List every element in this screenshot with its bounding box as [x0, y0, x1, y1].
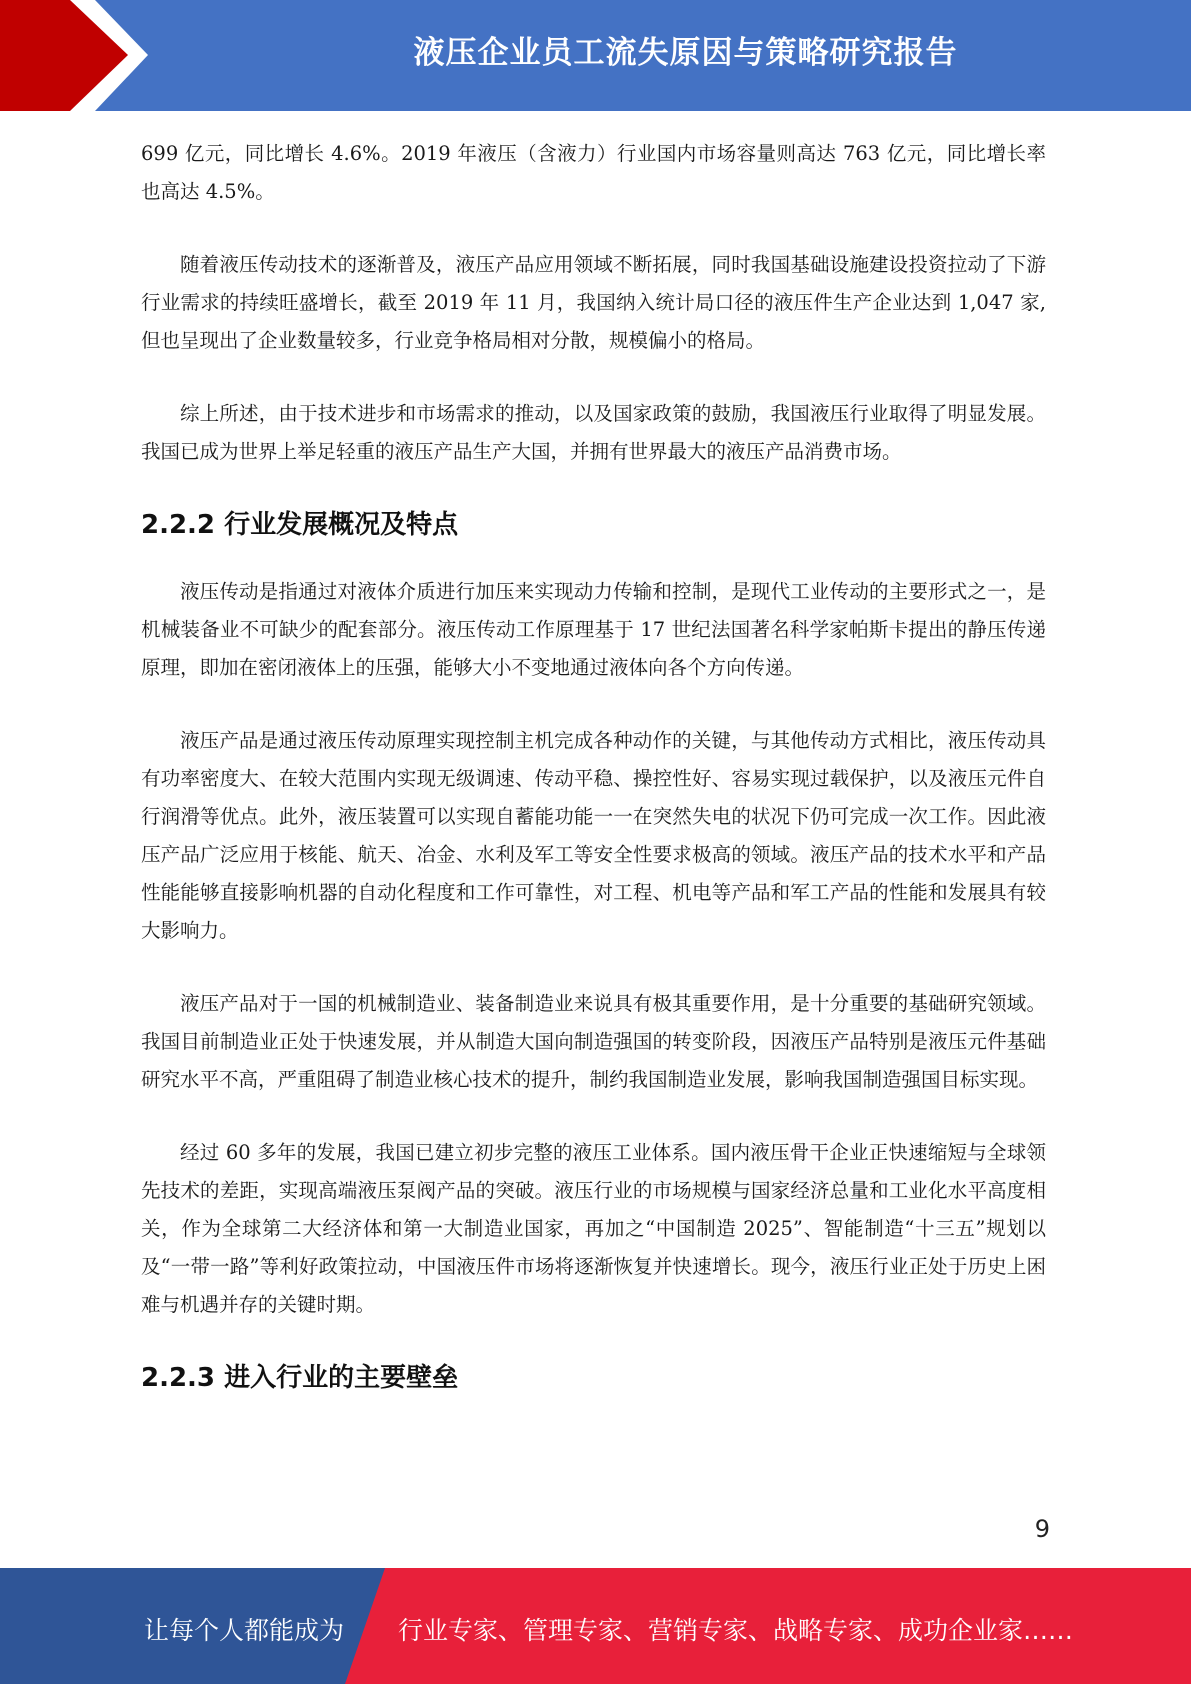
document-body — [141, 130, 1046, 1396]
page-footer — [0, 1568, 1191, 1684]
header-title: 液压企业员工流失原因与策略研究报告 — [413, 35, 958, 71]
paragraph: 经过 60 多年的发展，我国已建立初步完整的液压工业体系。国内液压骨干企业正快速缩短与全球领先技术的差距，实现高端液压泵阀产品的突破。液压行业的市场规模与国家经济总量和工业化水平高度相关，作为全球第二大经济体和第一大制造业国家，再加之“中国制造 2025”、智能制造“十三五”规划以及“一带一路”等利好政策拉动，中国液压件市场将逐渐恢复并快速增长。现今，液压行业正处于历史上困难与机遇并存的关键时期。 — [141, 1141, 1046, 1316]
section-heading: 2.2.3 进入行业的主要壁垒 — [141, 1363, 459, 1393]
footer-slogan: 让每个人都能成为 — [144, 1616, 345, 1645]
paragraph: 699 亿元，同比增长 4.6%。2019 年液压（含液力）行业国内市场容量则高达 763 亿元，同比增长率也高达 4.5%。 — [141, 142, 1046, 203]
section-heading: 2.2.2 行业发展概况及特点 — [141, 510, 459, 540]
footer-roles: 行业专家、管理专家、营销专家、战略专家、成功企业家…… — [398, 1616, 1074, 1645]
paragraph: 随着液压传动技术的逐渐普及，液压产品应用领域不断拓展，同时我国基础设施建设投资拉动了下游行业需求的持续旺盛增长，截至 2019 年 11 月，我国纳入统计局口径的液压件生产企业达到 1,047 家,但也呈现出了企业数量较多，行业竞争格局相对分散，规模偏小的格局。 — [141, 253, 1046, 352]
page-number: 9 — [1034, 1515, 1050, 1543]
paragraph: 液压产品是通过液压传动原理实现控制主机完成各种动作的关键，与其他传动方式相比，液压传动具有功率密度大、在较大范围内实现无级调速、传动平稳、操控性好、容易实现过载保护，以及液压元件自行润滑等优点。此外，液压装置可以实现自蓄能功能一一在突然失电的状况下仍可完成一次工作。因此液压产品广泛应用于核能、航天、冶金、水利及军工等安全性要求极高的领域。液压产品的技术水平和产品性能能够直接影响机器的自动化程度和工作可靠性，对工程、机电等产品和军工产品的性能和发展具有较大影响力。 — [141, 729, 1046, 942]
paragraph: 液压传动是指通过对液体介质进行加压来实现动力传输和控制，是现代工业传动的主要形式之一，是机械装备业不可缺少的配套部分。液压传动工作原理基于 17 世纪法国著名科学家帕斯卡提出的静压传递原理，即加在密闭液体上的压强，能够大小不变地通过液体向各个方向传递。 — [141, 580, 1046, 679]
paragraph: 综上所述，由于技术进步和市场需求的推动，以及国家政策的鼓励，我国液压行业取得了明显发展。我国已成为世界上举足轻重的液压产品生产大国，并拥有世界最大的液压产品消费市场。 — [141, 402, 1046, 463]
page-header — [0, 0, 1191, 111]
paragraph: 液压产品对于一国的机械制造业、装备制造业来说具有极其重要作用，是十分重要的基础研究领域。我国目前制造业正处于快速发展，并从制造大国向制造强国的转变阶段，因液压产品特别是液压元件基础研究水平不高，严重阻碍了制造业核心技术的提升，制约我国制造业发展，影响我国制造强国目标实现。 — [141, 992, 1046, 1091]
